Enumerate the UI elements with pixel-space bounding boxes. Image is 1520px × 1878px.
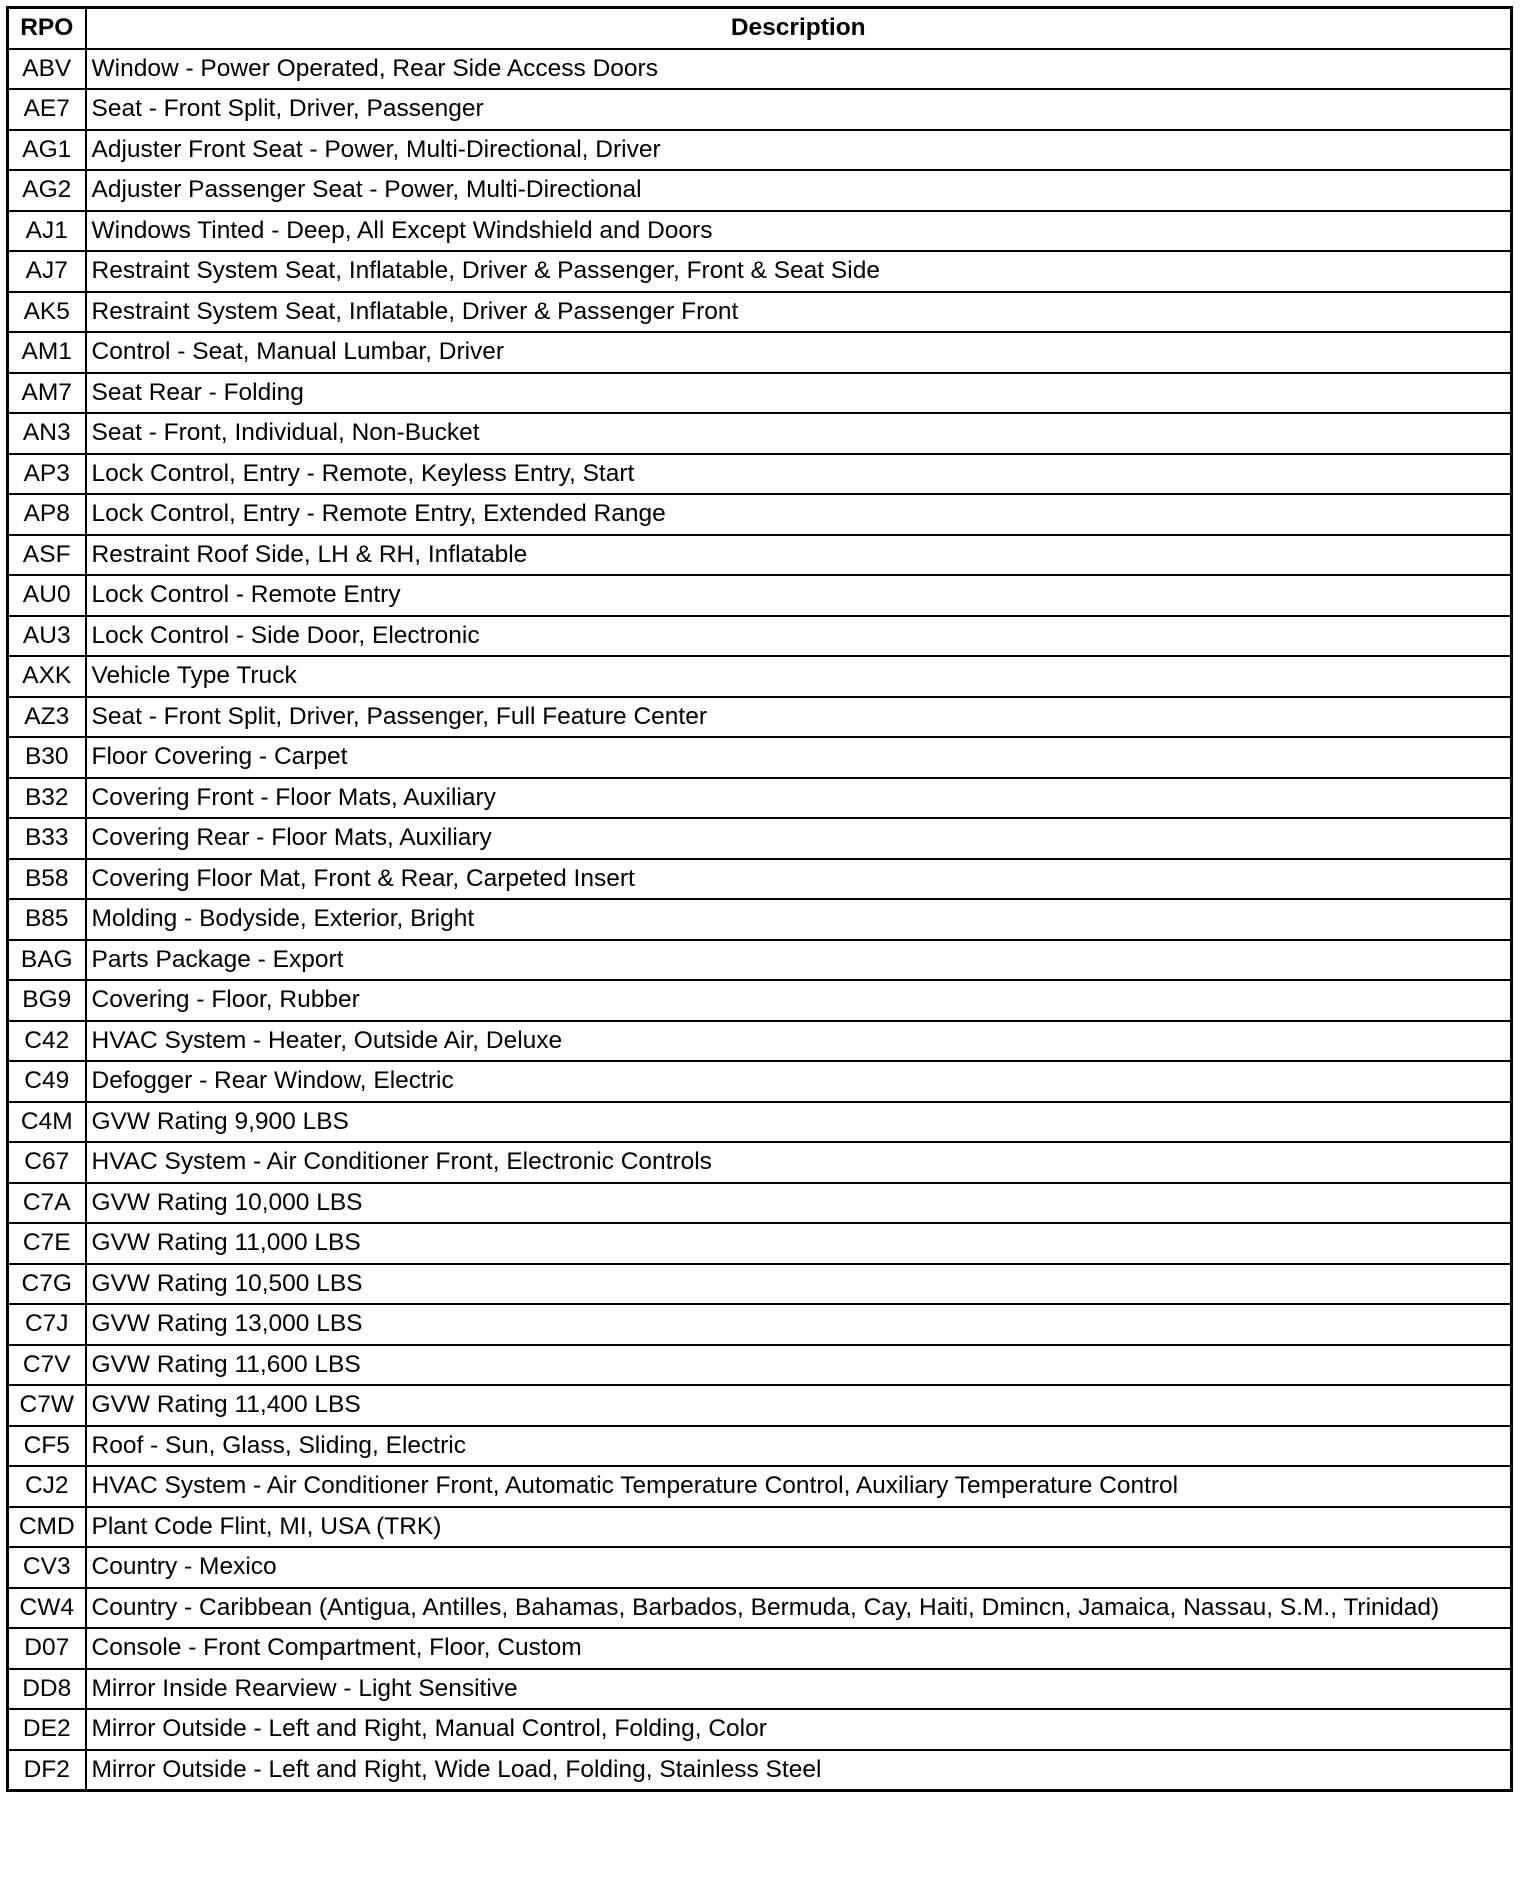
rpo-code-cell: AM7 <box>8 373 86 414</box>
rpo-code-cell: C49 <box>8 1061 86 1102</box>
rpo-code-cell: AU3 <box>8 616 86 657</box>
description-cell: GVW Rating 9,900 LBS <box>86 1102 1512 1143</box>
table-row <box>8 940 1512 981</box>
rpo-code-cell: CJ2 <box>8 1466 86 1507</box>
table-row <box>8 1466 1512 1507</box>
description-cell: Molding - Bodyside, Exterior, Bright <box>86 899 1512 940</box>
table-row <box>8 332 1512 373</box>
description-cell: HVAC System - Air Conditioner Front, Automatic Temperature Control, Auxiliary Temperature Control <box>86 1466 1512 1507</box>
table-row <box>8 737 1512 778</box>
table-row <box>8 454 1512 495</box>
table-row <box>8 697 1512 738</box>
rpo-code-cell: AXK <box>8 656 86 697</box>
rpo-code-cell: DD8 <box>8 1669 86 1710</box>
description-cell: GVW Rating 10,500 LBS <box>86 1264 1512 1305</box>
table-row <box>8 1385 1512 1426</box>
description-cell: Adjuster Passenger Seat - Power, Multi-Directional <box>86 170 1512 211</box>
description-cell: Lock Control, Entry - Remote Entry, Extended Range <box>86 494 1512 535</box>
description-cell: Roof - Sun, Glass, Sliding, Electric <box>86 1426 1512 1467</box>
description-cell: Covering Rear - Floor Mats, Auxiliary <box>86 818 1512 859</box>
rpo-code-cell: B58 <box>8 859 86 900</box>
table-row <box>8 1304 1512 1345</box>
header-description: Description <box>86 8 1512 49</box>
table-row <box>8 494 1512 535</box>
rpo-code-cell: C7A <box>8 1183 86 1224</box>
table-row <box>8 1750 1512 1791</box>
rpo-code-cell: AZ3 <box>8 697 86 738</box>
table-row <box>8 1547 1512 1588</box>
description-cell: HVAC System - Heater, Outside Air, Deluxe <box>86 1021 1512 1062</box>
description-cell: Country - Caribbean (Antigua, Antilles, Bahamas, Barbados, Bermuda, Cay, Haiti, Dmincn, Jamaica, Nassau, S.M., Trinidad) <box>86 1588 1512 1629</box>
rpo-code-cell: AP3 <box>8 454 86 495</box>
rpo-code-cell: CF5 <box>8 1426 86 1467</box>
table-row <box>8 1507 1512 1548</box>
rpo-code-cell: C7V <box>8 1345 86 1386</box>
description-cell: Defogger - Rear Window, Electric <box>86 1061 1512 1102</box>
rpo-code-cell: ASF <box>8 535 86 576</box>
description-cell: Restraint Roof Side, LH & RH, Inflatable <box>86 535 1512 576</box>
table-row <box>8 1588 1512 1629</box>
table-row <box>8 778 1512 819</box>
rpo-code-cell: BG9 <box>8 980 86 1021</box>
rpo-code-cell: CMD <box>8 1507 86 1548</box>
table-row <box>8 251 1512 292</box>
table-row <box>8 818 1512 859</box>
rpo-code-cell: B32 <box>8 778 86 819</box>
rpo-code-cell: CW4 <box>8 1588 86 1629</box>
rpo-code-cell: C7J <box>8 1304 86 1345</box>
description-cell: Adjuster Front Seat - Power, Multi-Directional, Driver <box>86 130 1512 171</box>
rpo-code-cell: B85 <box>8 899 86 940</box>
description-cell: Parts Package - Export <box>86 940 1512 981</box>
table-row <box>8 575 1512 616</box>
table-row <box>8 1021 1512 1062</box>
description-cell: Console - Front Compartment, Floor, Custom <box>86 1628 1512 1669</box>
table-row <box>8 1628 1512 1669</box>
rpo-code-cell: AJ1 <box>8 211 86 252</box>
description-cell: GVW Rating 13,000 LBS <box>86 1304 1512 1345</box>
description-cell: Covering - Floor, Rubber <box>86 980 1512 1021</box>
description-cell: Seat Rear - Folding <box>86 373 1512 414</box>
table-row <box>8 1264 1512 1305</box>
description-cell: Seat - Front Split, Driver, Passenger, Full Feature Center <box>86 697 1512 738</box>
description-cell: Mirror Outside - Left and Right, Manual Control, Folding, Color <box>86 1709 1512 1750</box>
description-cell: Window - Power Operated, Rear Side Access Doors <box>86 49 1512 90</box>
table-row <box>8 1102 1512 1143</box>
description-cell: GVW Rating 11,600 LBS <box>86 1345 1512 1386</box>
table-row <box>8 49 1512 90</box>
table-row <box>8 859 1512 900</box>
rpo-code-cell: BAG <box>8 940 86 981</box>
description-cell: Covering Floor Mat, Front & Rear, Carpeted Insert <box>86 859 1512 900</box>
rpo-code-cell: AP8 <box>8 494 86 535</box>
rpo-code-cell: AU0 <box>8 575 86 616</box>
description-cell: Plant Code Flint, MI, USA (TRK) <box>86 1507 1512 1548</box>
table-row <box>8 211 1512 252</box>
rpo-code-cell: C7W <box>8 1385 86 1426</box>
rpo-code-cell: C4M <box>8 1102 86 1143</box>
table-row <box>8 1223 1512 1264</box>
description-cell: Seat - Front Split, Driver, Passenger <box>86 89 1512 130</box>
table-row <box>8 535 1512 576</box>
rpo-code-cell: C7E <box>8 1223 86 1264</box>
description-cell: Mirror Inside Rearview - Light Sensitive <box>86 1669 1512 1710</box>
description-cell: Vehicle Type Truck <box>86 656 1512 697</box>
description-cell: Control - Seat, Manual Lumbar, Driver <box>86 332 1512 373</box>
table-row <box>8 170 1512 211</box>
rpo-code-cell: AJ7 <box>8 251 86 292</box>
description-cell: Seat - Front, Individual, Non-Bucket <box>86 413 1512 454</box>
description-cell: Mirror Outside - Left and Right, Wide Load, Folding, Stainless Steel <box>86 1750 1512 1791</box>
description-cell: Windows Tinted - Deep, All Except Windshield and Doors <box>86 211 1512 252</box>
rpo-code-cell: AN3 <box>8 413 86 454</box>
description-cell: GVW Rating 11,400 LBS <box>86 1385 1512 1426</box>
rpo-code-cell: AM1 <box>8 332 86 373</box>
rpo-code-cell: ABV <box>8 49 86 90</box>
description-cell: Restraint System Seat, Inflatable, Driver & Passenger Front <box>86 292 1512 333</box>
rpo-code-cell: CV3 <box>8 1547 86 1588</box>
rpo-code-cell: DE2 <box>8 1709 86 1750</box>
table-row <box>8 980 1512 1021</box>
table-row <box>8 373 1512 414</box>
rpo-code-cell: B30 <box>8 737 86 778</box>
header-rpo: RPO <box>8 8 86 49</box>
description-cell: Restraint System Seat, Inflatable, Driver & Passenger, Front & Seat Side <box>86 251 1512 292</box>
table-row <box>8 1183 1512 1224</box>
table-row <box>8 616 1512 657</box>
rpo-code-cell: B33 <box>8 818 86 859</box>
description-cell: Floor Covering - Carpet <box>86 737 1512 778</box>
table-body <box>8 49 1512 1791</box>
description-cell: GVW Rating 11,000 LBS <box>86 1223 1512 1264</box>
rpo-code-cell: C67 <box>8 1142 86 1183</box>
table-row <box>8 899 1512 940</box>
description-cell: Lock Control - Remote Entry <box>86 575 1512 616</box>
rpo-table <box>6 6 1513 1792</box>
description-cell: Covering Front - Floor Mats, Auxiliary <box>86 778 1512 819</box>
rpo-code-cell: C42 <box>8 1021 86 1062</box>
rpo-code-cell: AK5 <box>8 292 86 333</box>
description-cell: GVW Rating 10,000 LBS <box>86 1183 1512 1224</box>
table-row <box>8 1426 1512 1467</box>
table-header-row <box>8 8 1512 49</box>
table-row <box>8 656 1512 697</box>
rpo-code-cell: D07 <box>8 1628 86 1669</box>
table-row <box>8 1061 1512 1102</box>
rpo-code-cell: AG2 <box>8 170 86 211</box>
rpo-code-cell: DF2 <box>8 1750 86 1791</box>
table-row <box>8 89 1512 130</box>
table-row <box>8 1142 1512 1183</box>
table-row <box>8 1345 1512 1386</box>
rpo-code-cell: C7G <box>8 1264 86 1305</box>
table-row <box>8 1709 1512 1750</box>
description-cell: Lock Control - Side Door, Electronic <box>86 616 1512 657</box>
table-row <box>8 1669 1512 1710</box>
description-cell: Country - Mexico <box>86 1547 1512 1588</box>
table-row <box>8 413 1512 454</box>
description-cell: HVAC System - Air Conditioner Front, Electronic Controls <box>86 1142 1512 1183</box>
rpo-code-cell: AE7 <box>8 89 86 130</box>
table-row <box>8 130 1512 171</box>
description-cell: Lock Control, Entry - Remote, Keyless Entry, Start <box>86 454 1512 495</box>
rpo-code-cell: AG1 <box>8 130 86 171</box>
table-row <box>8 292 1512 333</box>
